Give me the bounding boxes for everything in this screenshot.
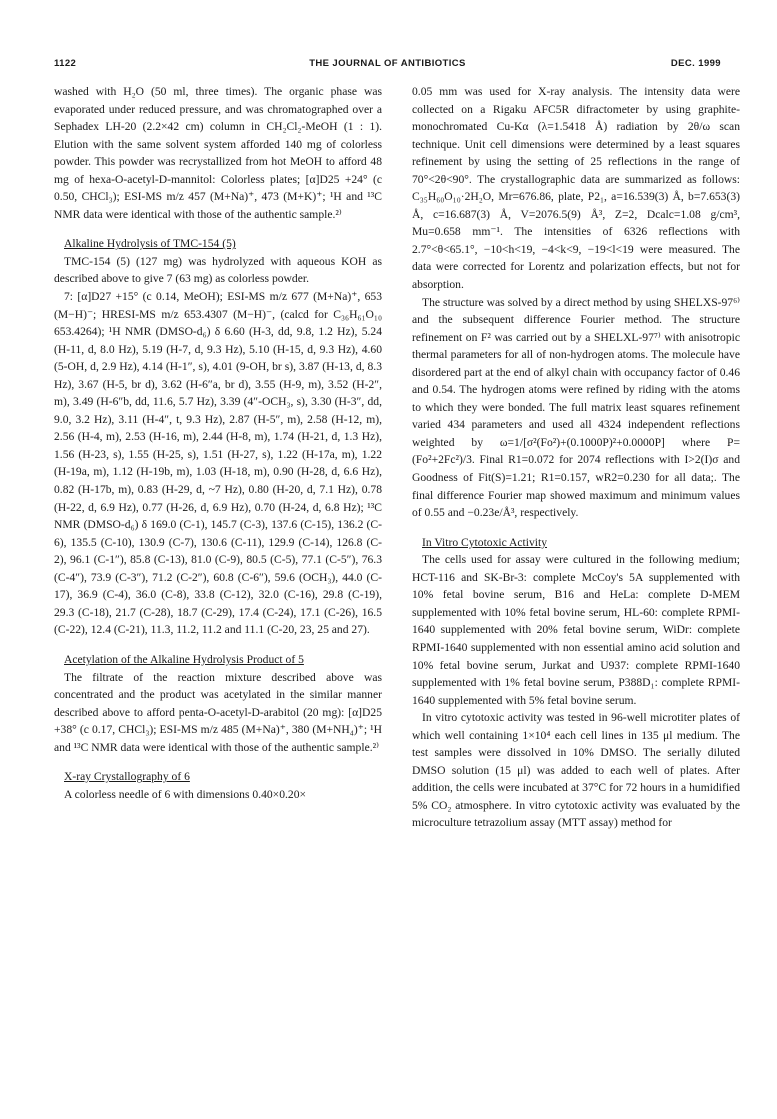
page-number: 1122 bbox=[54, 58, 77, 69]
section-heading: In Vitro Cytotoxic Activity bbox=[422, 535, 548, 549]
running-header bbox=[54, 58, 721, 76]
section-heading: X-ray Crystallography of 6 bbox=[64, 770, 190, 784]
paragraph: washed with H₂O (50 ml, three times). The organic phase was evaporated under reduced pressure, and was chromatographed over a Sephadex LH-20 (2.2×42 cm) column in CH₂Cl₂-MeOH (1 : 1). Elution with the same solvent system afforded 140 mg of colorless powder. This powder was recrystallized from hot MeOH to afford 48 mg of hexa-O-acetyl-D-mannitol: Colorless plates; [α]D25 +24° (c 0.50, CHCl₃); ESI-MS m/z 457 (M+Na)⁺, 473 (M+K)⁺; ¹H and ¹³C NMR data were identical with those of the authentic sample.²⁾ bbox=[54, 85, 382, 221]
paragraph: The cells used for assay were cultured in the following medium; HCT-116 and SK-Br-3: complete McCoy's 5A supplemented with 10% fetal bovine serum, B16 and HeLa: complete D-MEM supplemented with 10% fetal bovine serum, HL-60: complete RPMI-1640 supplemented with 20% fetal bovine serum, WiDr: complete RPMI-1640 supplemented with non essential amino acid solution and 10% fetal bovine serum, Jurkat and U937: complete RPMI-1640 supplemented with 1% fetal bovine serum, P388D₁: complete RPMI-1640 supplemented with 5% fetal bovine serum. bbox=[412, 553, 740, 707]
journal-title: THE JOURNAL OF ANTIBIOTICS bbox=[309, 58, 466, 69]
paragraph: 0.05 mm was used for X-ray analysis. The intensity data were collected on a Rigaku AFC5R difractometer by using graphite-monochromated Cu-Kα (λ=1.5418 Å) radiation by 2θ/ω scan technique. Unit cell dimensions were determined by a least squares refinement by using the setting of 25 reflections in the range of 70°<2θ<90°. The crystallographic data are summarized as follows: C₃₅H₆₀O₁₀·2H₂O, Mr=676.86, plate, P2₁, a=16.539(3) Å, b=7.653(3) Å, c=16.687(3) Å, V=2076.5(9) Å³, Z=2, Dcalc=1.08 g/cm³, Mu=0.658 mm⁻¹. The intensities of 6326 reflections with 2.7°<θ<65.1°, −10<h<19, −4<k<9, −19<l<19 were measured. The data were corrected for Lorentz and polarization effects, but not for absorption. bbox=[412, 85, 740, 292]
section-heading: Acetylation of the Alkaline Hydrolysis Product of 5 bbox=[64, 652, 304, 666]
paragraph: In vitro cytotoxic activity was tested in 96-well microtiter plates of which well containing 1×10⁴ each cell lines in 135 μl medium. The test samples were dissolved in 10% DMSO. The serially diluted DMSO solution (15 μl) was added to each well of plates. After addition, the cells were incubated at 37°C for 72 hours in a humidified 5% CO₂ atmosphere. In vitro cytotoxic activity was evaluated by the microculture tetrazolium assay (MTT assay) method for bbox=[412, 711, 740, 830]
paragraph: The filtrate of the reaction mixture described above was concentrated and the product was acetylated in the similar manner described above to afford penta-O-acetyl-D-arabitol (20 mg): [α]D25 +38° (c 0.17, CHCl₃); ESI-MS m/z 485 (M+Na)⁺, 380 (M+NH₄)⁺; ¹H and ¹³C NMR data were identical with those of the authentic sample.²⁾ bbox=[54, 670, 382, 754]
left-column bbox=[54, 83, 382, 803]
right-column bbox=[412, 83, 740, 832]
paragraph: TMC-154 (5) (127 mg) was hydrolyzed with aqueous KOH as described above to give 7 (63 mg) as colorless powder. bbox=[54, 254, 382, 286]
paragraph: 7: [α]D27 +15° (c 0.14, MeOH); ESI-MS m/z 677 (M+Na)⁺, 653 (M−H)⁻; HRESI-MS m/z 653.4307 (M−H)⁻, (calcd for C₃₆H₆₁O₁₀ 653.4264); ¹H NMR (DMSO-d₆) δ 6.60 (H-3, dd, 9.8, 1.2 Hz), 5.24 (H-11, d, 8.0 Hz), 5.19 (H-7, d, 9.3 Hz), 5.10 (H-15, d, 9.3 Hz), 4.60 (5-OH, d, 2.9 Hz), 4.14 (H-1″, s), 4.01 (9-OH, br s), 3.87 (H-13, d, 8.3 Hz), 3.67 (H-5, br d), 3.62 (H-6″a, br d), 3.55 (H-9, m), 3.52 (H-2″, m), 3.49 (H-6″b, dd, 11.6, 5.7 Hz), 3.39 (4″-OCH₃, s), 3.30 (H-3″, dd, 9.0, 3.2 Hz), 3.11 (H-4″, t, 9.3 Hz), 2.87 (H-5″, m), 2.58 (H-12, m), 2.56 (H-4, m), 2.53 (H-16, m), 2.44 (H-8, m), 1.74 (H-21, d, 1.3 Hz), 1.56 (H-23, s), 1.55 (H-25, s), 1.51 (H-27, s), 1.22 (H-17a, m), 1.22 (H-19a, m), 1.12 (H-19b, m), 1.03 (H-18, m), 0.90 (H-28, d, 6.6 Hz), 0.82 (H-17b, m), 0.83 (H-29, d, ~7 Hz), 0.80 (H-20, d, 7.1 Hz), 0.78 (H-22, d, 6.9 Hz), 0.77 (H-26, d, 6.9 Hz), 0.70 (H-24, d, 6.8 Hz); ¹³C NMR (DMSO-d₆) δ 169.0 (C-1), 145.7 (C-3), 137.6 (C-15), 136.2 (C-6), 135.5 (C-10), 130.9 (C-7), 130.6 (C-11), 129.9 (C-14), 126.8 (C-2), 96.1 (C-1″), 85.8 (C-13), 81.0 (C-9), 80.5 (C-5), 77.1 (C-5″), 76.3 (C-4″), 73.9 (C-3″), 71.2 (C-2″), 60.8 (C-6″), 59.6 (OCH₃), 44.0 (C-17), 36.9 (C-4), 36.0 (C-8), 33.8 (C-12), 32.0 (C-16), 29.8 (C-19), 29.3 (C-18), 21.7 (C-28), 18.7 (C-29), 17.4 (C-24), 17.1 (C-26), 16.5 (C-22), 12.4 (C-21), 11.3, 11.2, 11.2 and 11.1 (C-20, 23, 25 and 27). bbox=[54, 290, 382, 637]
paragraph: The structure was solved by a direct method by using SHELXS-97⁶⁾ and the subsequent difference Fourier method. The structure refinement on F² was carried out by a SHELXL-97⁷⁾ with anisotropic thermal parameters for all of non-hydrogen atoms. The molecule have disordered part at the end of alkyl chain with occupancy factor of 0.46 and 0.54. The hydrogen atoms were refined by riding with the atoms to which they were bonded. The full matrix least squares refinement varied 434 parameters and used all 4324 independent reflections weighted by ω=1/[σ²(Fo²)+(0.1000P)²+0.0000P] where P=(Fo²+2Fc²)/3. Final R1=0.072 for 2074 reflections with I>2(I)σ and Goodness of Fit(S)=1.21; R1=0.157, wR2=0.230 for all data;. The final difference Fourier map showed maximum and minimum values of 0.55 and −0.23e/Å³, respectively. bbox=[412, 295, 740, 520]
paragraph: A colorless needle of 6 with dimensions 0.40×0.20× bbox=[64, 787, 307, 801]
section-heading: Alkaline Hydrolysis of TMC-154 (5) bbox=[64, 237, 236, 251]
issue-date: DEC. 1999 bbox=[670, 58, 721, 69]
